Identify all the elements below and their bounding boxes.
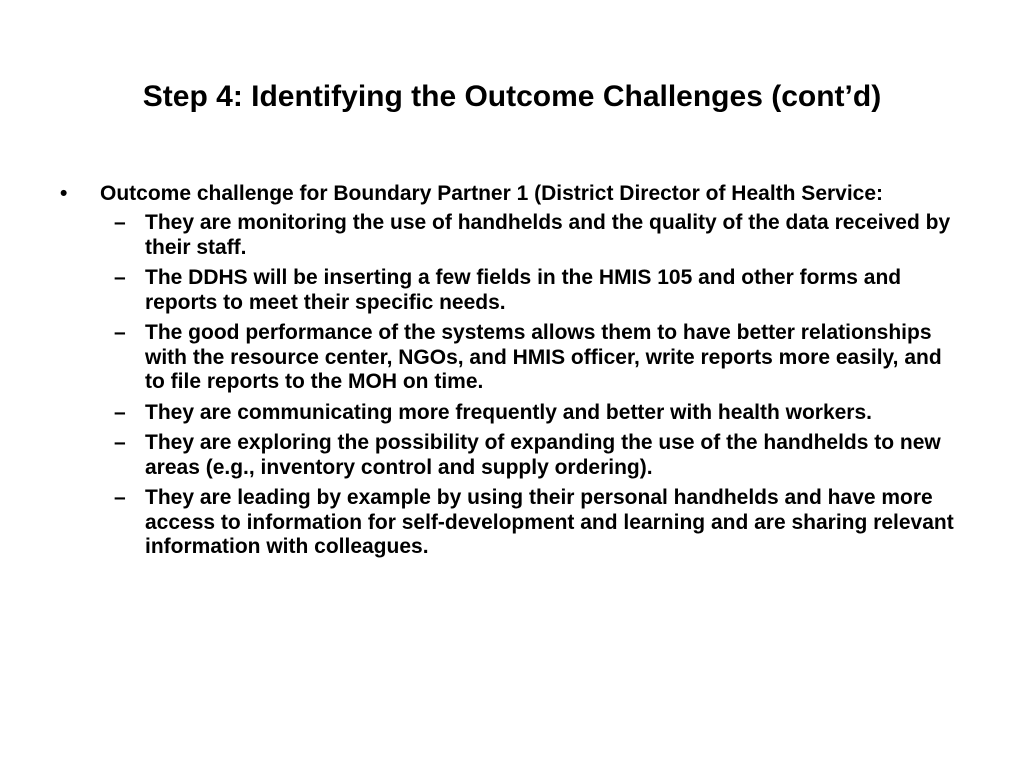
sub-bullet-text: They are exploring the possibility of expanding the use of the handhelds to new areas (e.g., inventory control and supply ordering). [145,431,941,479]
bullet-marker: • [60,182,68,205]
sub-bullet-text: They are monitoring the use of handhelds and the quality of the data received by their staff. [145,211,951,259]
slide-title: Step 4: Identifying the Outcome Challenges (cont’d) [142,80,882,113]
sub-bullet-item [100,266,963,315]
sub-bullet-list [100,211,963,560]
sub-bullet-item [100,431,963,480]
sub-bullet-item [100,486,963,560]
sub-bullet-marker: – [114,211,126,234]
sub-bullet-item [100,321,963,395]
sub-bullet-marker: – [114,431,126,454]
sub-bullet-text: They are communicating more frequently and better with health workers. [145,400,872,424]
sub-bullet-item [100,401,963,426]
sub-bullet-marker: – [114,400,126,424]
sub-bullet-marker: – [114,266,126,289]
bullet-text: Outcome challenge for Boundary Partner 1 (District Director of Health Service: [100,182,884,205]
sub-bullet-marker: – [114,486,126,509]
bullet-list [58,181,963,566]
sub-bullet-marker: – [114,321,126,344]
sub-bullet-text: The good performance of the systems allows them to have better relationships with the resource center, NGOs, and HMIS officer, write reports more easily, and to file reports to the MOH on time. [145,321,942,393]
sub-bullet-text: The DDHS will be inserting a few fields in the HMIS 105 and other forms and reports to meet their specific needs. [145,266,902,314]
sub-bullet-item [100,211,963,260]
bullet-item [58,181,963,560]
sub-bullet-text: They are leading by example by using their personal handhelds and have more access to information for self-development and learning and are sharing relevant information with colleagues. [145,486,954,558]
